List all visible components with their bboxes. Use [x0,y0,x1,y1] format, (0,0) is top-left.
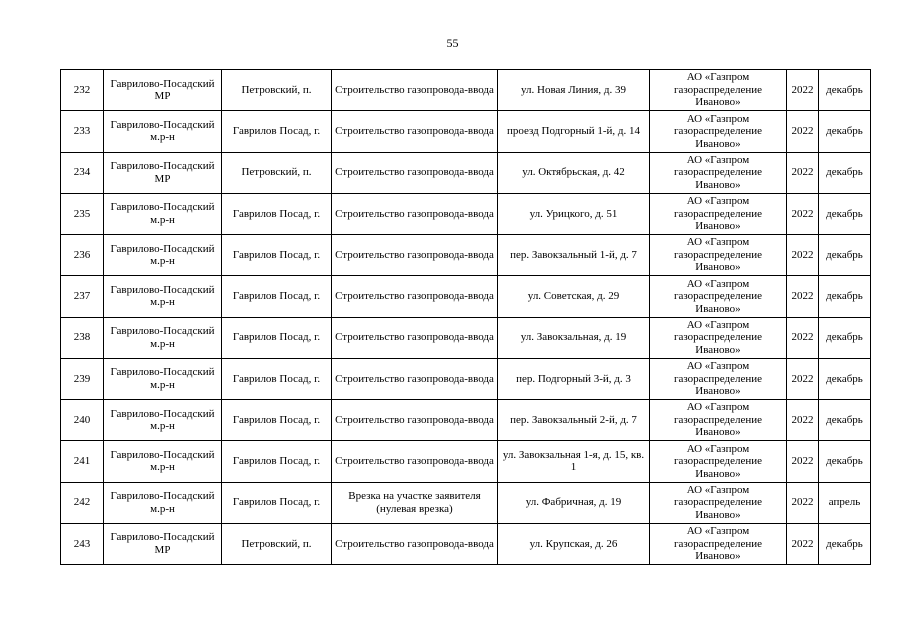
row-number: 232 [61,70,104,111]
table-row [61,70,871,111]
organization-cell: АО «Газпром газораспределение Иваново» [650,358,787,399]
work-type-cell: Строительство газопровода-ввода [332,235,498,276]
year-cell: 2022 [787,235,819,276]
month-cell: декабрь [819,276,871,317]
month-cell: декабрь [819,317,871,358]
work-type-cell: Строительство газопровода-ввода [332,276,498,317]
row-number: 233 [61,111,104,152]
locality-cell: Гаврилов Посад, г. [222,276,332,317]
address-cell: пер. Подгорный 3-й, д. 3 [498,358,650,399]
row-number: 243 [61,523,104,564]
work-type-cell: Строительство газопровода-ввода [332,70,498,111]
work-type-cell: Строительство газопровода-ввода [332,152,498,193]
work-type-cell: Строительство газопровода-ввода [332,111,498,152]
month-cell: декабрь [819,400,871,441]
month-cell: декабрь [819,441,871,482]
organization-cell: АО «Газпром газораспределение Иваново» [650,523,787,564]
district-cell: Гаврилово-Посадский м.р-н [104,111,222,152]
address-cell: ул. Октябрьская, д. 42 [498,152,650,193]
address-cell: ул. Фабричная, д. 19 [498,482,650,523]
work-type-cell: Строительство газопровода-ввода [332,358,498,399]
district-cell: Гаврилово-Посадский м.р-н [104,317,222,358]
row-number: 238 [61,317,104,358]
table-row [61,276,871,317]
row-number: 240 [61,400,104,441]
row-number: 241 [61,441,104,482]
gas-works-table [60,69,871,565]
district-cell: Гаврилово-Посадский м.р-н [104,482,222,523]
organization-cell: АО «Газпром газораспределение Иваново» [650,441,787,482]
row-number: 242 [61,482,104,523]
district-cell: Гаврилово-Посадский МР [104,152,222,193]
table-row [61,358,871,399]
locality-cell: Гаврилов Посад, г. [222,400,332,441]
organization-cell: АО «Газпром газораспределение Иваново» [650,276,787,317]
table-row [61,193,871,234]
row-number: 236 [61,235,104,276]
table-row [61,111,871,152]
year-cell: 2022 [787,400,819,441]
locality-cell: Петровский, п. [222,152,332,193]
locality-cell: Гаврилов Посад, г. [222,317,332,358]
month-cell: декабрь [819,235,871,276]
month-cell: апрель [819,482,871,523]
organization-cell: АО «Газпром газораспределение Иваново» [650,482,787,523]
district-cell: Гаврилово-Посадский м.р-н [104,400,222,441]
address-cell: ул. Завокзальная 1-я, д. 15, кв. 1 [498,441,650,482]
row-number: 234 [61,152,104,193]
year-cell: 2022 [787,441,819,482]
year-cell: 2022 [787,111,819,152]
month-cell: декабрь [819,152,871,193]
year-cell: 2022 [787,70,819,111]
locality-cell: Гаврилов Посад, г. [222,358,332,399]
address-cell: пер. Завокзальный 2-й, д. 7 [498,400,650,441]
year-cell: 2022 [787,482,819,523]
organization-cell: АО «Газпром газораспределение Иваново» [650,111,787,152]
month-cell: декабрь [819,70,871,111]
address-cell: ул. Новая Линия, д. 39 [498,70,650,111]
row-number: 239 [61,358,104,399]
work-type-cell: Строительство газопровода-ввода [332,441,498,482]
work-type-cell: Строительство газопровода-ввода [332,317,498,358]
year-cell: 2022 [787,276,819,317]
address-cell: проезд Подгорный 1-й, д. 14 [498,111,650,152]
year-cell: 2022 [787,358,819,399]
table-row [61,317,871,358]
address-cell: ул. Урицкого, д. 51 [498,193,650,234]
locality-cell: Гаврилов Посад, г. [222,235,332,276]
address-cell: ул. Советская, д. 29 [498,276,650,317]
locality-cell: Гаврилов Посад, г. [222,111,332,152]
district-cell: Гаврилово-Посадский м.р-н [104,193,222,234]
year-cell: 2022 [787,152,819,193]
year-cell: 2022 [787,523,819,564]
table-row [61,235,871,276]
table-row [61,152,871,193]
district-cell: Гаврилово-Посадский МР [104,70,222,111]
row-number: 235 [61,193,104,234]
month-cell: декабрь [819,523,871,564]
month-cell: декабрь [819,358,871,399]
locality-cell: Гаврилов Посад, г. [222,193,332,234]
address-cell: ул. Крупская, д. 26 [498,523,650,564]
locality-cell: Петровский, п. [222,523,332,564]
organization-cell: АО «Газпром газораспределение Иваново» [650,235,787,276]
address-cell: пер. Завокзальный 1-й, д. 7 [498,235,650,276]
page-number: 55 [446,36,459,50]
district-cell: Гаврилово-Посадский м.р-н [104,235,222,276]
work-type-cell: Врезка на участке заявителя (нулевая врезка) [332,482,498,523]
table-row [61,482,871,523]
table-row [61,441,871,482]
district-cell: Гаврилово-Посадский м.р-н [104,276,222,317]
locality-cell: Гаврилов Посад, г. [222,482,332,523]
address-cell: ул. Завокзальная, д. 19 [498,317,650,358]
year-cell: 2022 [787,317,819,358]
organization-cell: АО «Газпром газораспределение Иваново» [650,70,787,111]
table-row [61,523,871,564]
work-type-cell: Строительство газопровода-ввода [332,193,498,234]
district-cell: Гаврилово-Посадский м.р-н [104,441,222,482]
month-cell: декабрь [819,193,871,234]
district-cell: Гаврилово-Посадский МР [104,523,222,564]
locality-cell: Гаврилов Посад, г. [222,441,332,482]
month-cell: декабрь [819,111,871,152]
work-type-cell: Строительство газопровода-ввода [332,523,498,564]
district-cell: Гаврилово-Посадский м.р-н [104,358,222,399]
organization-cell: АО «Газпром газораспределение Иваново» [650,152,787,193]
work-type-cell: Строительство газопровода-ввода [332,400,498,441]
organization-cell: АО «Газпром газораспределение Иваново» [650,317,787,358]
table-row [61,400,871,441]
organization-cell: АО «Газпром газораспределение Иваново» [650,400,787,441]
organization-cell: АО «Газпром газораспределение Иваново» [650,193,787,234]
row-number: 237 [61,276,104,317]
locality-cell: Петровский, п. [222,70,332,111]
year-cell: 2022 [787,193,819,234]
